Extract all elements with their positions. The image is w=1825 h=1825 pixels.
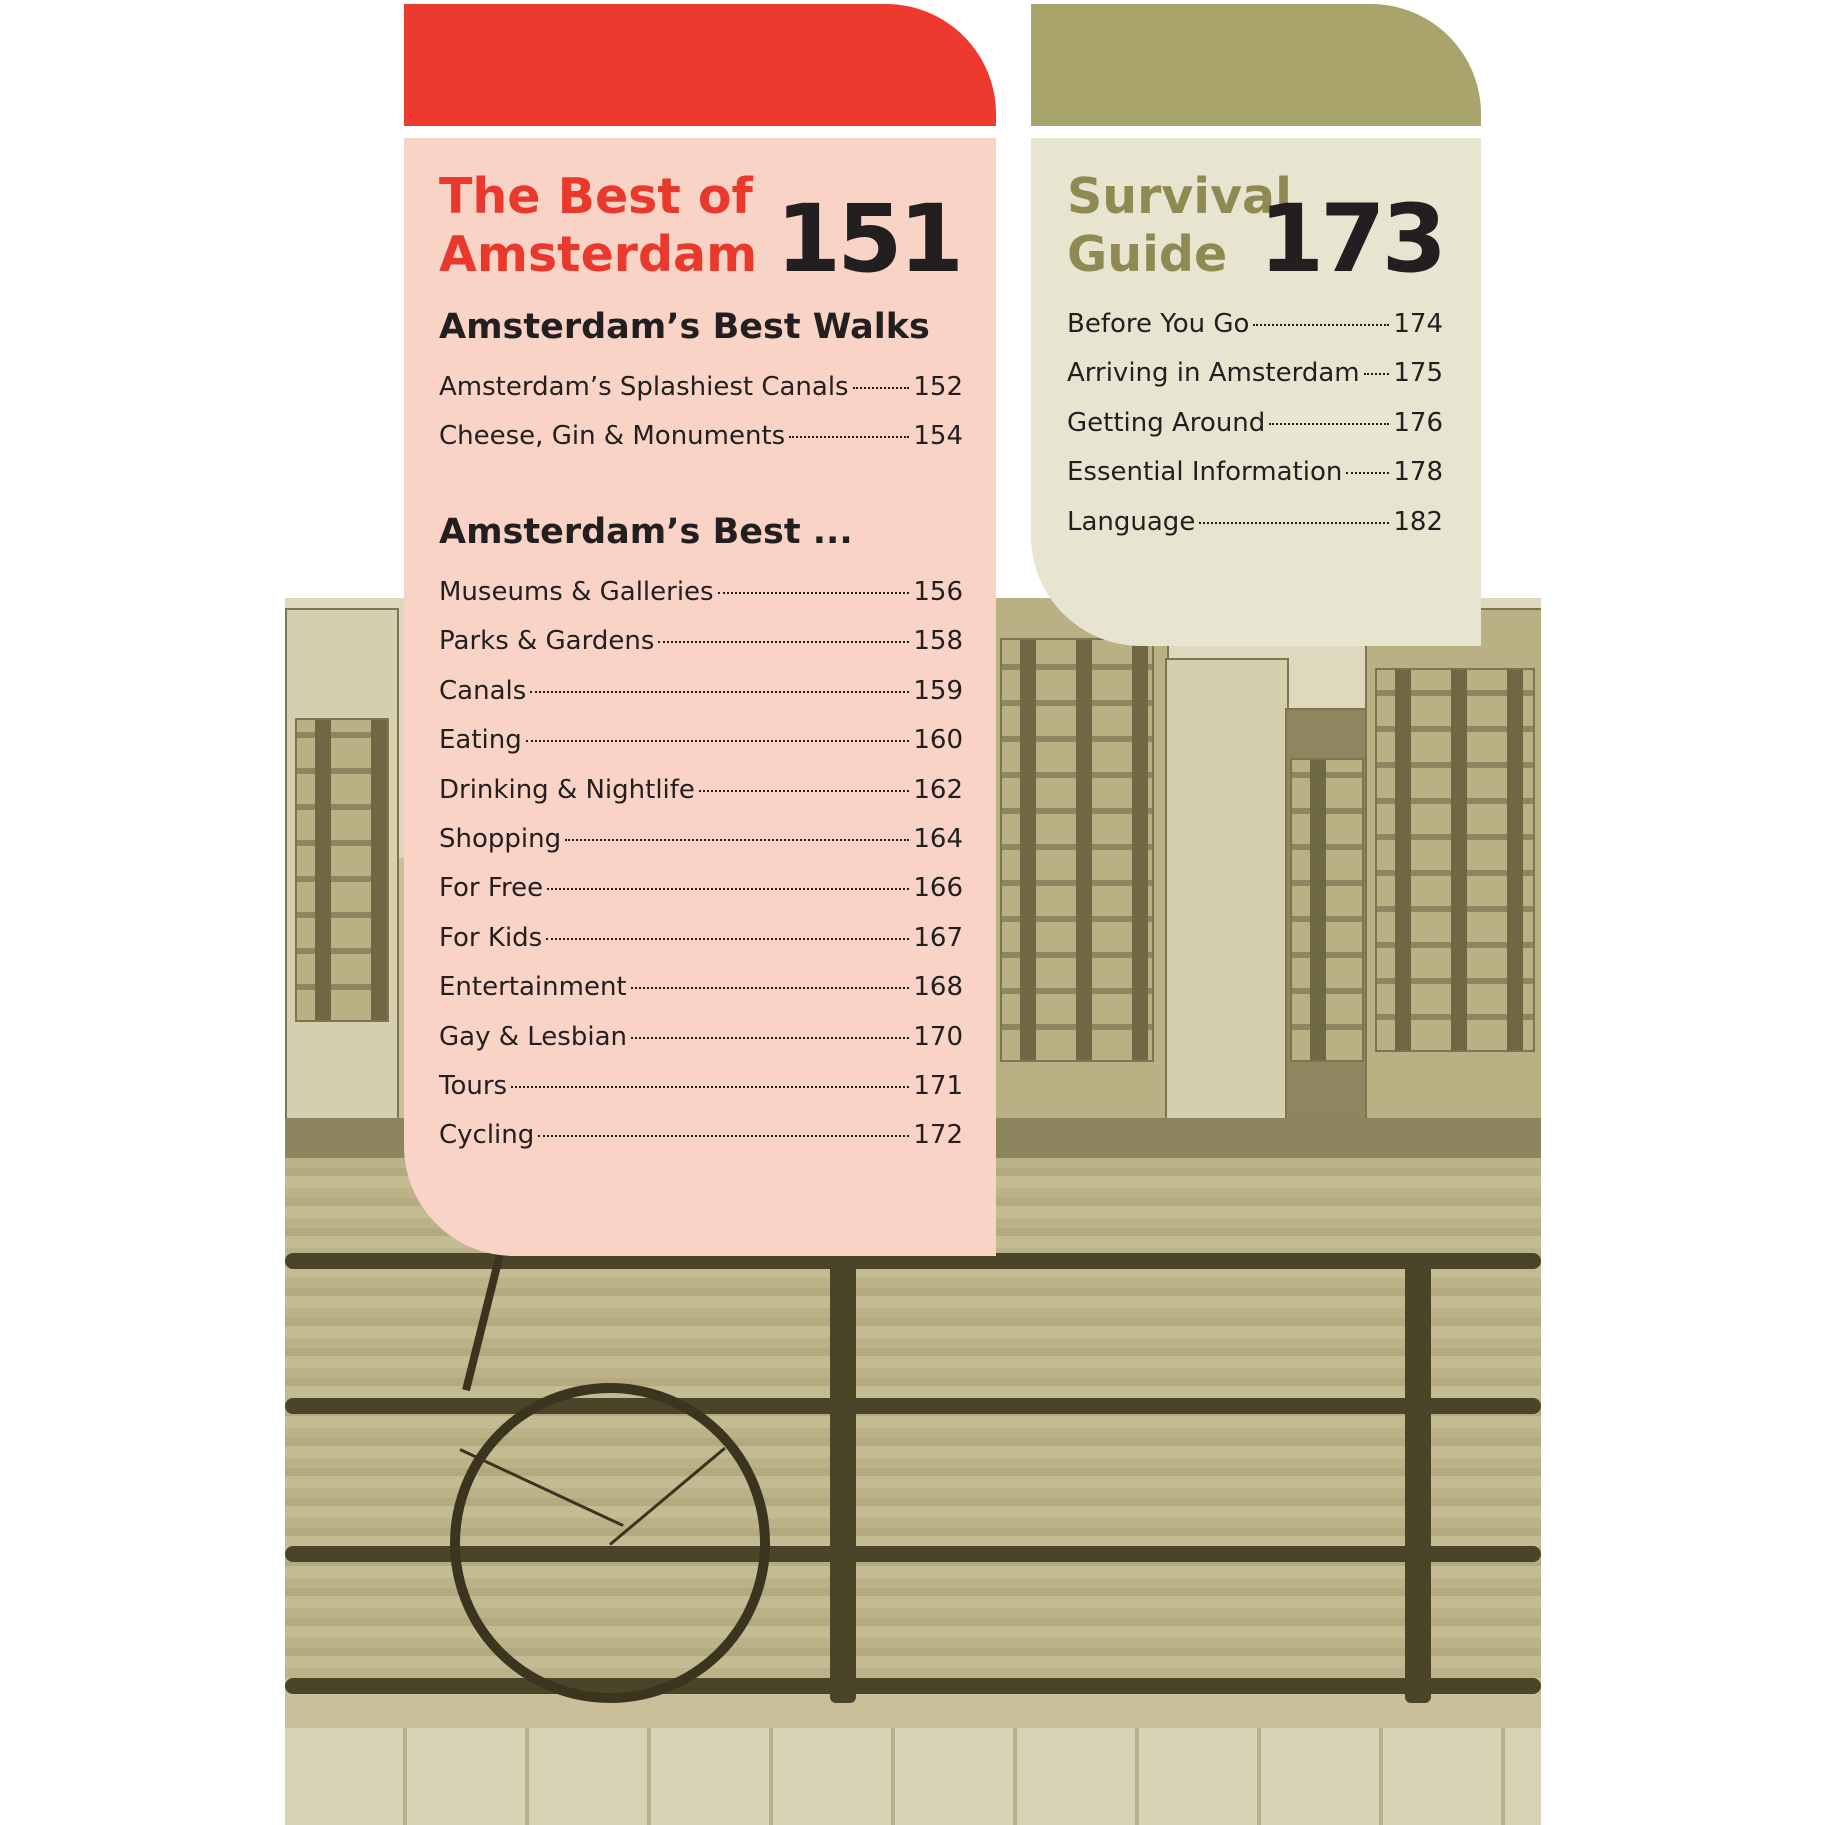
toc-entry-label: Cycling xyxy=(439,1120,535,1151)
toc-entry[interactable] xyxy=(439,766,963,815)
best-of-title xyxy=(439,168,769,284)
toc-entry-label: Shopping xyxy=(439,823,562,854)
toc-entry-page: 152 xyxy=(913,372,963,402)
toc-entry-label: Entertainment xyxy=(439,972,627,1003)
toc-dot-leader xyxy=(699,790,909,792)
toc-entry-page: 160 xyxy=(913,725,963,756)
photo-railing-post xyxy=(1405,1253,1431,1703)
best-of-heading: Amsterdam’s Best ... xyxy=(439,512,853,552)
toc-entry[interactable] xyxy=(439,914,963,963)
toc-entry-label: Before You Go xyxy=(1067,309,1250,339)
toc-dot-leader xyxy=(718,592,910,594)
toc-entry-label: Drinking & Nightlife xyxy=(439,774,695,805)
toc-dot-leader xyxy=(1346,472,1389,474)
toc-entry-label: Essential Information xyxy=(1067,457,1343,488)
toc-entry[interactable] xyxy=(439,363,963,412)
toc-dot-leader xyxy=(546,938,909,940)
toc-dot-leader xyxy=(631,987,910,989)
toc-entry-page: 164 xyxy=(913,823,963,854)
photo-railing-bar xyxy=(285,1398,1541,1414)
toc-entry[interactable] xyxy=(439,1111,963,1160)
toc-dot-leader xyxy=(1364,373,1390,375)
survival-guide-panel xyxy=(1031,138,1481,646)
toc-entry-label: Canals xyxy=(439,675,527,706)
section-tab-best-of xyxy=(404,4,996,126)
survival-guide-page-number: 173 xyxy=(1258,185,1443,294)
photo-railing-post xyxy=(830,1253,856,1703)
best-of-title-line2: Amsterdam xyxy=(439,226,758,283)
photo-pavement xyxy=(285,1728,1541,1825)
toc-entry-page: 167 xyxy=(913,922,963,953)
toc-entry-label: Gay & Lesbian xyxy=(439,1021,627,1052)
toc-dot-leader xyxy=(1253,324,1389,326)
photo-building-windows xyxy=(1290,758,1364,1062)
toc-dot-leader xyxy=(1199,522,1389,524)
best-of-title-line1: The Best of xyxy=(439,168,753,225)
photo-building-windows xyxy=(1000,638,1154,1062)
toc-entry[interactable] xyxy=(439,815,963,864)
toc-entry[interactable] xyxy=(1067,349,1443,398)
toc-entry[interactable] xyxy=(439,1062,963,1111)
toc-dot-leader xyxy=(547,888,909,890)
toc-entry-page: 176 xyxy=(1393,407,1443,438)
toc-entry-label: For Free xyxy=(439,873,544,904)
best-walks-heading: Amsterdam’s Best Walks xyxy=(439,307,930,347)
toc-entry[interactable] xyxy=(439,568,963,617)
toc-entry-label: Amsterdam’s Splashiest Canals xyxy=(439,372,849,402)
toc-dot-leader xyxy=(658,641,909,643)
toc-entry-label: Museums & Galleries xyxy=(439,577,714,607)
toc-dot-leader xyxy=(1269,423,1389,425)
toc-entry-label: Parks & Gardens xyxy=(439,626,655,657)
toc-dot-leader xyxy=(526,740,910,742)
toc-entry-page: 156 xyxy=(913,577,963,607)
toc-entry-page: 170 xyxy=(913,1021,963,1052)
best-of-list xyxy=(439,568,963,1161)
toc-entry-label: Eating xyxy=(439,725,522,756)
section-tab-survival-guide xyxy=(1031,4,1481,126)
survival-guide-title-line1: Survival xyxy=(1067,168,1292,225)
toc-entry-label: Arriving in Amsterdam xyxy=(1067,358,1360,389)
toc-entry-label: For Kids xyxy=(439,922,543,953)
toc-dot-leader xyxy=(530,691,909,693)
photo-building xyxy=(1165,658,1289,1132)
toc-dot-leader xyxy=(631,1037,909,1039)
toc-entry-page: 178 xyxy=(1393,457,1443,488)
toc-entry[interactable] xyxy=(439,1013,963,1062)
photo-building-windows xyxy=(295,718,389,1022)
photo-railing-bar xyxy=(285,1678,1541,1694)
toc-dot-leader xyxy=(511,1086,909,1088)
toc-entry-page: 174 xyxy=(1393,309,1443,339)
toc-entry[interactable] xyxy=(439,716,963,765)
survival-guide-title-line2: Guide xyxy=(1067,226,1228,283)
toc-entry-page: 175 xyxy=(1393,358,1443,389)
best-walks-list xyxy=(439,363,963,462)
toc-entry-page: 154 xyxy=(913,421,963,452)
toc-entry-label: Language xyxy=(1067,506,1196,537)
toc-entry[interactable] xyxy=(439,412,963,461)
toc-dot-leader xyxy=(789,436,909,438)
toc-entry[interactable] xyxy=(439,864,963,913)
toc-entry[interactable] xyxy=(1067,300,1443,349)
toc-entry-page: 166 xyxy=(913,873,963,904)
toc-entry[interactable] xyxy=(1067,448,1443,497)
toc-dot-leader xyxy=(853,387,910,389)
toc-entry-page: 162 xyxy=(913,774,963,805)
toc-entry-page: 171 xyxy=(913,1070,963,1101)
best-of-page-number: 151 xyxy=(775,185,960,294)
toc-entry[interactable] xyxy=(1067,498,1443,547)
toc-entry-page: 168 xyxy=(913,972,963,1003)
toc-dot-leader xyxy=(565,839,909,841)
survival-guide-list xyxy=(1067,300,1443,547)
toc-entry[interactable] xyxy=(439,963,963,1012)
toc-entry-page: 158 xyxy=(913,626,963,657)
toc-entry-label: Tours xyxy=(439,1070,508,1101)
toc-entry-label: Cheese, Gin & Monuments xyxy=(439,421,786,452)
toc-entry-page: 159 xyxy=(913,675,963,706)
photo-building-windows xyxy=(1375,668,1535,1052)
toc-entry-page: 172 xyxy=(913,1120,963,1151)
toc-entry-label: Getting Around xyxy=(1067,407,1266,438)
best-of-amsterdam-panel xyxy=(404,138,996,1256)
toc-entry[interactable] xyxy=(1067,399,1443,448)
toc-dot-leader xyxy=(538,1135,909,1137)
toc-entry[interactable] xyxy=(439,617,963,666)
toc-entry-page: 182 xyxy=(1393,506,1443,537)
toc-entry[interactable] xyxy=(439,667,963,716)
